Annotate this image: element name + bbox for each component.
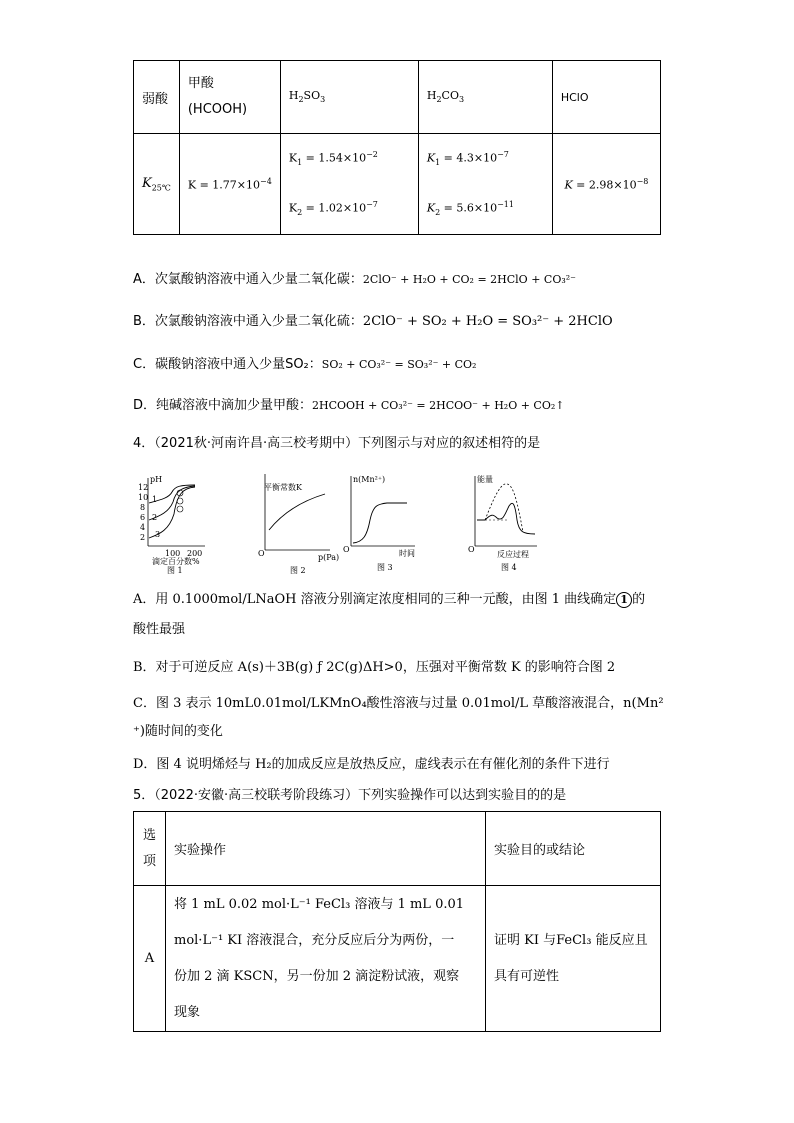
fig4-xlabel: 反应过程 bbox=[497, 550, 529, 559]
h2so3-header: $H_2SO_3$ bbox=[280, 61, 418, 134]
fig2-caption: 图 2 bbox=[290, 566, 306, 575]
q4-option-a-line2: 酸性最强 bbox=[133, 622, 186, 637]
h2so3-k1: $K_1 = 1.54\times 10^{-2}$ bbox=[288, 150, 378, 167]
fig1-curve-label: 2 bbox=[152, 513, 158, 522]
h2co3-k-values bbox=[418, 134, 552, 235]
fig1-tick-y: 6 bbox=[140, 513, 146, 522]
fig2-ylabel: 平衡常数K bbox=[264, 483, 302, 492]
fig1-tick-y: 4 bbox=[140, 523, 146, 532]
q4-option-b: B．对于可逆反应 A(s)＋3B(g) ƒ 2C(g)ΔH>0，压强对平衡常数 K 的影响符合图 2 bbox=[133, 660, 616, 675]
table-row bbox=[134, 134, 661, 235]
fig1-caption: 图 1 bbox=[167, 566, 183, 575]
fig1-tick-y: 2 bbox=[140, 533, 146, 542]
figure-2 bbox=[258, 474, 339, 575]
figure-3 bbox=[343, 475, 415, 572]
fig1-tick-y: 10 bbox=[138, 493, 149, 502]
table-row bbox=[134, 886, 661, 1032]
fig3-ylabel: n(Mn²⁺) bbox=[353, 475, 386, 484]
fig2-xlabel: p(Pa) bbox=[318, 553, 340, 562]
h2co3-header: $H_2CO_3$ bbox=[418, 61, 552, 134]
hclo-k-value: $K = 2.98\times 10^{-8}$ bbox=[552, 134, 660, 235]
fig1-xlabel: 滴定百分数% bbox=[152, 557, 200, 566]
h2so3-k-values bbox=[280, 134, 418, 235]
fig4-origin: O bbox=[468, 545, 475, 554]
fig4-curve-dashed bbox=[485, 484, 523, 532]
figure-1 bbox=[138, 475, 205, 575]
circled-one-icon: 1 bbox=[616, 592, 632, 608]
row-a-purpose: 证明 KI 与FeCl₃ 能反应且 具有可逆性 bbox=[486, 886, 661, 1032]
row-a-label: A bbox=[134, 886, 166, 1032]
q5-stem: 5．（2022·安徽·高三校联考阶段练习）下列实验操作可以达到实验目的的是 bbox=[133, 788, 567, 803]
row-a-operation: 将 1 mL 0.02 mol·L⁻¹ FeCl₃ 溶液与 1 mL 0.01 mol·L⁻¹ KI 溶液混合，充分反应后分为两份，一 份加 2 滴 KSCN，另一份加 2 滴淀粉试液，观察 现象 bbox=[166, 886, 486, 1032]
table-row bbox=[134, 61, 661, 134]
fig4-caption: 图 4 bbox=[501, 563, 517, 572]
q4-option-c-line2: ⁺)随时间的变化 bbox=[133, 724, 223, 739]
q4-option-a-line1: A．用 0.1000mol/LNaOH 溶液分别滴定浓度相同的三种一元酸，由图 1 曲线确定 1 的 bbox=[133, 592, 646, 607]
fig1-tick-y: 12 bbox=[138, 483, 149, 492]
fig3-curve bbox=[353, 503, 407, 543]
q4-option-d: D．图 4 说明烯烃与 H₂的加成反应是放热反应，虚线表示在有催化剂的条件下进行 bbox=[133, 757, 610, 772]
experiment-table bbox=[133, 811, 661, 1032]
q3-option-c: C．碳酸钠溶液中通入少量SO₂：SO₂ + CO₃²⁻ = SO₃²⁻ + CO₂ bbox=[133, 357, 477, 372]
formic-acid-formula: (HCOOH) bbox=[187, 102, 248, 117]
fig4-ylabel: 能量 bbox=[477, 475, 493, 484]
header-option: 选 项 bbox=[134, 812, 166, 886]
table-row bbox=[134, 812, 661, 886]
weak-acid-table bbox=[133, 60, 661, 235]
formic-k-value: $K = 1.77\times 10^{-4}$ bbox=[179, 134, 280, 235]
row-header-weak-acid: 弱酸 bbox=[134, 61, 180, 134]
q3-option-a: A．次氯酸钠溶液中通入少量二氧化碳：2ClO⁻ + H₂O + CO₂ = 2HClO + CO₃²⁻ bbox=[133, 272, 576, 287]
fig1-curve-label: 3 bbox=[155, 530, 161, 539]
q4-figures bbox=[125, 470, 545, 580]
fig1-curve-label: 1 bbox=[152, 495, 158, 504]
fig2-origin: O bbox=[258, 549, 265, 558]
formic-acid-name: 甲酸 bbox=[187, 76, 214, 91]
q3-option-b: B．次氯酸钠溶液中通入少量二氧化硫：2ClO⁻ + SO₂ + H₂O = SO₃²⁻ + 2HClO bbox=[133, 314, 613, 329]
formic-acid-cell bbox=[179, 61, 280, 134]
fig2-curve bbox=[269, 494, 325, 530]
q3-option-d: D．纯碱溶液中滴加少量甲酸：2HCOOH + CO₃²⁻ = 2HCOO⁻ + H₂O + CO₂↑ bbox=[133, 398, 565, 413]
header-purpose: 实验目的或结论 bbox=[486, 812, 661, 886]
fig1-ylabel: pH bbox=[150, 475, 163, 484]
fig1-tick-x: 200 bbox=[187, 549, 203, 558]
header-operation: 实验操作 bbox=[166, 812, 486, 886]
hclo-header: HClO bbox=[552, 61, 660, 134]
fig3-caption: 图 3 bbox=[377, 563, 393, 572]
fig3-xlabel: 时间 bbox=[399, 549, 415, 558]
h2so3-k2: $K_2 = 1.02\times 10^{-7}$ bbox=[288, 199, 378, 217]
figure-4 bbox=[468, 474, 537, 572]
fig1-tick-x: 100 bbox=[165, 549, 181, 558]
h2co3-k2: $K_2 = 5.6\times 10^{-11}$ bbox=[426, 199, 514, 217]
q4-stem: 4．（2021秋·河南许昌·高三校考期中）下列图示与对应的叙述相符的是 bbox=[133, 436, 541, 451]
h2co3-k1: $K_1 = 4.3\times 10^{-7}$ bbox=[426, 150, 509, 167]
fig1-tick-y: 8 bbox=[140, 503, 146, 512]
k25-label: $K_{25℃}$ bbox=[134, 134, 180, 235]
q4-option-c-line1: C．图 3 表示 10mL0.01mol/LKMnO₄酸性溶液与过量 0.01mol/L 草酸溶液混合，n(Mn² bbox=[133, 696, 664, 711]
fig3-origin: O bbox=[343, 545, 350, 554]
